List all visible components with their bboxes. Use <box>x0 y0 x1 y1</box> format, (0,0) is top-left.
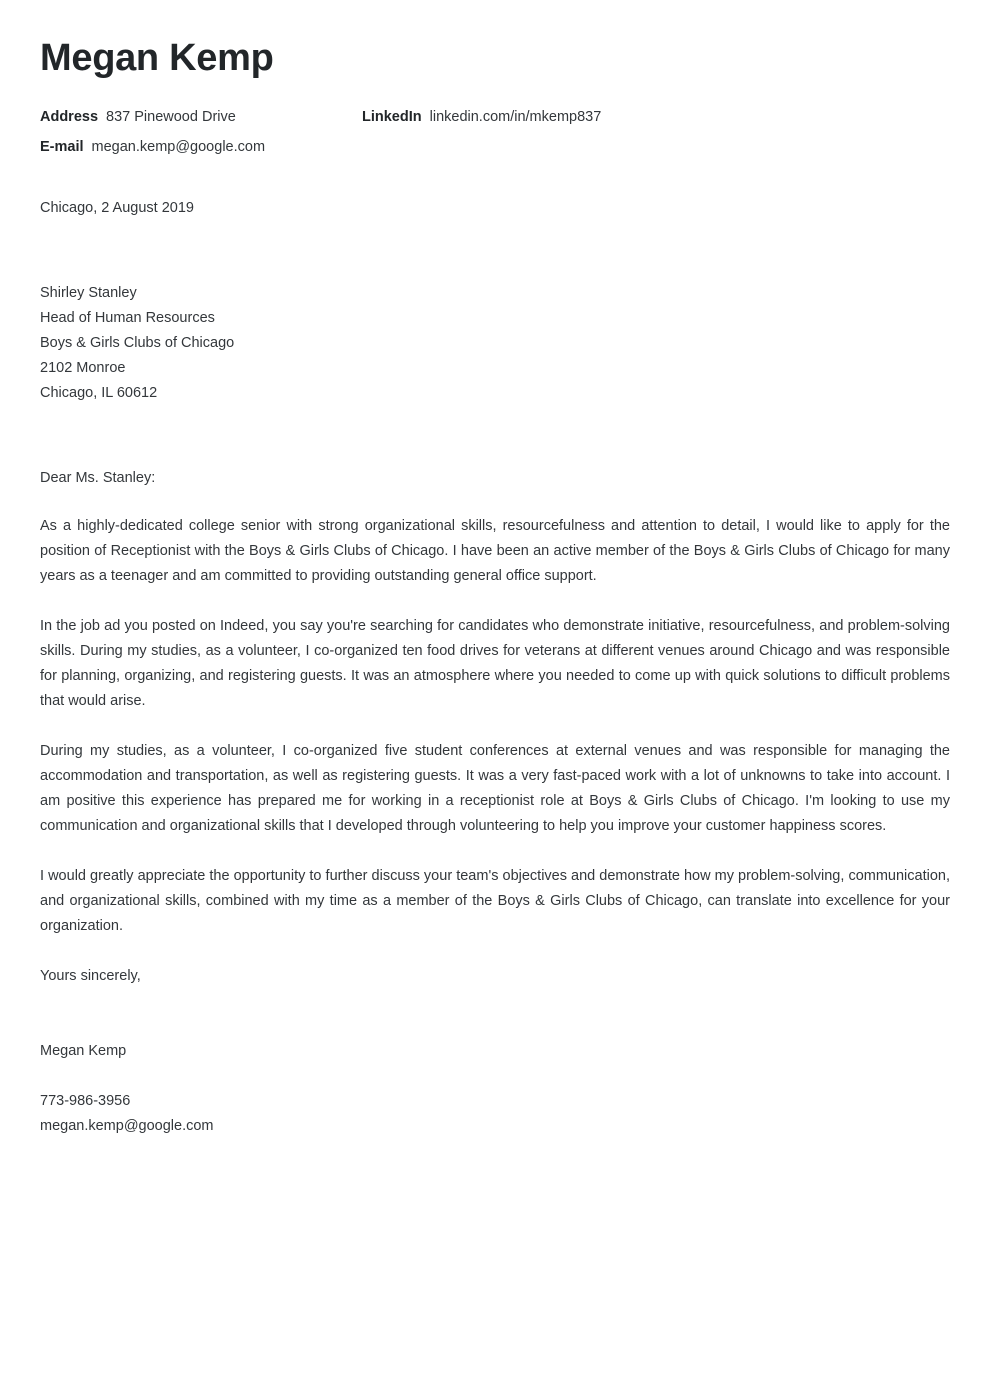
signature-contact <box>40 1089 950 1139</box>
contact-row-address-linkedin <box>40 108 950 127</box>
body-paragraph-1: As a highly-dedicated college senior with strong organizational skills, resourcefulness and attention to detail, I would like to apply for the position of Receptionist with the Boys & Girls Clubs of Chicago. I have been an active member of the Boys & Girls Clubs of Chicago for many years as a teenager and am committed to providing outstanding general office support. <box>40 518 950 585</box>
salutation: Dear Ms. Stanley: <box>40 470 156 487</box>
recipient-title: Head of Human Resources <box>40 310 215 327</box>
body-paragraph-3: During my studies, as a volunteer, I co-organized five student conferences at external venues and was responsible for managing the accommodation and transportation, as well as registering guests. It was a very fast-paced work with a lot of unknowns to take into account. I am positive this experience has prepared me for working in a receptionist role at Boys & Girls Clubs of Chicago. I'm looking to use my communication and organizational skills that I developed through volunteering to help you improve your customer happiness scores. <box>40 743 950 835</box>
date-line: Chicago, 2 August 2019 <box>40 200 194 217</box>
contact-linkedin <box>362 108 601 127</box>
contact-address-value: 837 Pinewood Drive <box>106 108 236 125</box>
recipient-city: Chicago, IL 60612 <box>40 385 158 402</box>
contact-email-value[interactable]: megan.kemp@google.com <box>91 139 266 156</box>
body-paragraph-4: I would greatly appreciate the opportunity to further discuss your team's objectives and demonstrate how my problem-solving, communication, and organizational skills, combined with my time as a member of the Boys & Girls Clubs of Chicago, can translate into excellence for your organization. <box>40 868 950 935</box>
signature-name: Megan Kemp <box>40 1043 127 1060</box>
contact-linkedin-value[interactable]: linkedin.com/in/mkemp837 <box>429 108 602 125</box>
recipient-block <box>40 281 950 406</box>
recipient-street: 2102 Monroe <box>40 360 126 377</box>
contact-block <box>40 108 950 158</box>
letter-body <box>40 514 950 939</box>
contact-address-label: Address <box>40 108 99 125</box>
contact-address <box>40 108 362 127</box>
contact-email <box>40 138 362 157</box>
contact-row-email <box>40 138 950 157</box>
contact-linkedin-label: LinkedIn <box>362 108 422 125</box>
recipient-name: Shirley Stanley <box>40 285 137 302</box>
signature-email[interactable]: megan.kemp@google.com <box>40 1118 214 1135</box>
closing-line: Yours sincerely, <box>40 968 141 985</box>
contact-email-label: E-mail <box>40 139 84 156</box>
signature-phone: 773-986-3956 <box>40 1093 131 1110</box>
page-title: Megan Kemp <box>40 37 274 79</box>
body-paragraph-2: In the job ad you posted on Indeed, you say you're searching for candidates who demonstrate initiative, resourcefulness, and problem-solving skills. During my studies, as a volunteer, I co-organized ten food drives for veterans at different venues around Chicago and was responsible for planning, organizing, and registering guests. It was an atmosphere where you needed to come up with quick solutions to difficult problems that would arise. <box>40 618 950 710</box>
recipient-company: Boys & Girls Clubs of Chicago <box>40 335 235 352</box>
